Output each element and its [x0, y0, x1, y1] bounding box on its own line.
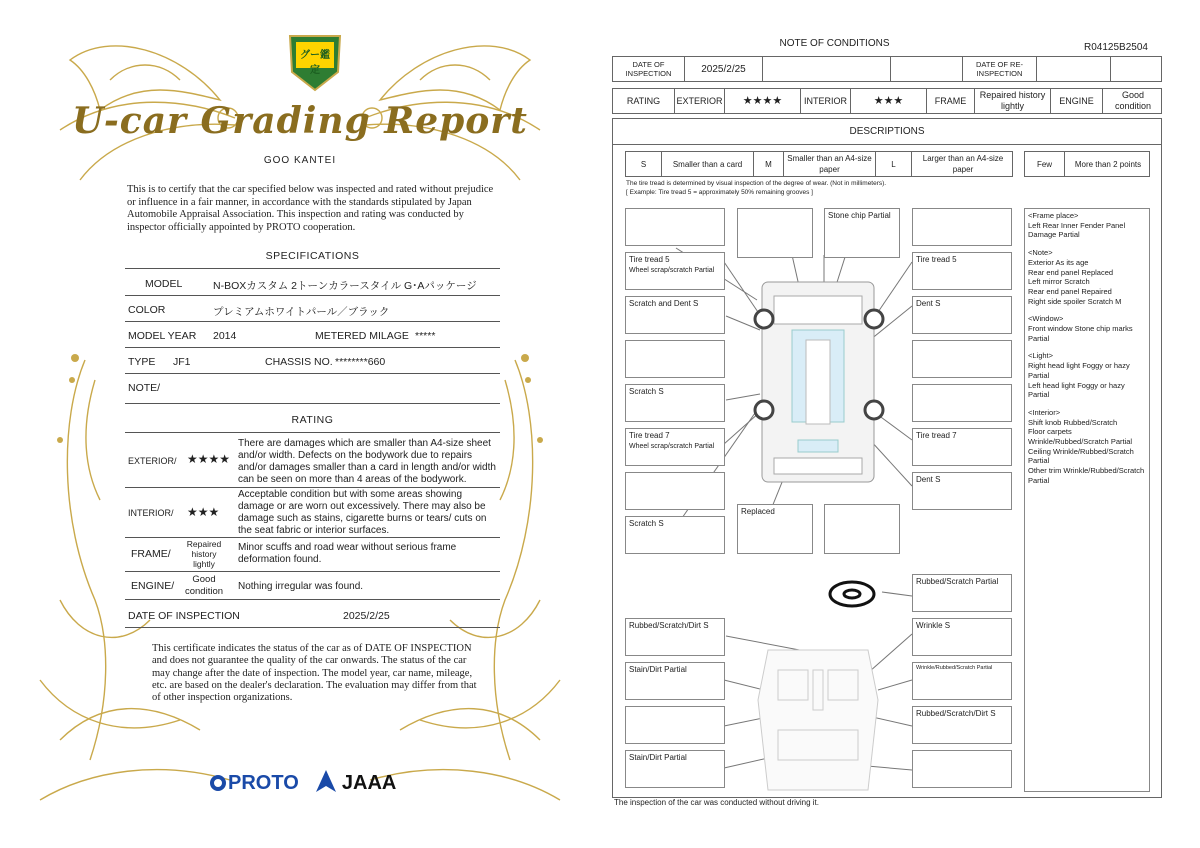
- exterior-stars: ★★★★: [187, 452, 231, 466]
- note-line: Ceiling Wrinkle/Rubbed/Scratch Partial: [1028, 446, 1134, 466]
- model-year-row: [125, 322, 500, 348]
- note-line: Rear end panel Replaced: [1028, 267, 1114, 277]
- date-value: 2025/2/25: [343, 610, 390, 622]
- type-row: [125, 348, 500, 374]
- proto-logo: PROTO: [210, 772, 304, 794]
- report-subtitle: GOO KANTEI: [263, 155, 337, 166]
- model-year-label: MODEL YEAR: [128, 330, 197, 342]
- exterior-box-right-tire-front: Tire tread 5: [912, 252, 1012, 290]
- condition-notes: [1024, 208, 1150, 792]
- exterior-box-left-tire-front: Tire tread 5 Wheel scrap/scratch Partial: [625, 252, 725, 290]
- interior-box-left2: Stain/Dirt Partial: [625, 662, 725, 700]
- rating-heading: RATING: [291, 414, 334, 426]
- note-line: <Frame place>: [1028, 211, 1079, 220]
- date-of-reinspection-label: DATE OF RE-INSPECTION: [963, 57, 1037, 81]
- goo-kantei-badge: [286, 32, 344, 92]
- exterior-box-bottom-mid: Replaced: [737, 504, 813, 554]
- specifications-heading: SPECIFICATIONS: [265, 250, 360, 262]
- date-of-inspection-value: 2025/2/25: [685, 57, 763, 81]
- car-top-view: [762, 282, 874, 482]
- rating-label: RATING: [613, 89, 675, 113]
- exterior-box-right-mid2: [912, 340, 1012, 378]
- color-row: [125, 296, 500, 322]
- jaaa-logo: JAAA: [341, 772, 397, 794]
- exterior-box-top-right: Stone chip Partial: [824, 208, 900, 258]
- divider: [125, 432, 500, 433]
- note-of-conditions-sheet: [612, 0, 1164, 848]
- model-year-value: 2014: [213, 330, 237, 342]
- chassis-label: CHASSIS NO.: [265, 356, 333, 368]
- car-interior-view: [758, 650, 878, 790]
- date-of-inspection-label: DATE OF INSPECTION: [613, 57, 685, 81]
- note-line: <Note>: [1028, 248, 1053, 258]
- note-line: Rear end panel Repaired: [1028, 286, 1112, 296]
- exterior-box-top-left: [625, 208, 725, 246]
- note-line: Shift knob Rubbed/Scratch: [1028, 417, 1118, 427]
- note-line: Left Rear Inner Fender Panel Damage Partial: [1028, 220, 1126, 240]
- legend-s-value: Smaller than a card: [662, 152, 754, 176]
- note-line: [1028, 343, 1146, 351]
- interior-box-right4: [912, 750, 1012, 788]
- notes-list: [1028, 211, 1146, 486]
- badge-text: グー鑑定: [300, 50, 330, 76]
- sheet-footer: The inspection of the car was conducted without driving it.: [614, 798, 819, 807]
- note-line: Front window Stone chip marks Partial: [1028, 324, 1133, 343]
- exterior-box-left-mid2: [625, 340, 725, 378]
- report-number: R04125B2504: [1084, 42, 1148, 53]
- certification-text: This is to certify that the car specified below was inspected and rated without prejudice or influence in a fair manner, in accordance with the standards stipulated by Japan Automobile Appraisal Association. This inspection and rating was conducted by inspector officially appointed by PROTO cooperation.: [127, 184, 494, 233]
- jaaa-mark-icon: [316, 770, 336, 790]
- interior-box-right1: Wrinkle S: [912, 618, 1012, 656]
- note-line: Right side spoiler Scratch M: [1028, 296, 1122, 306]
- engine-label: ENGINE: [1051, 89, 1103, 113]
- interior-stars: ★★★: [851, 89, 927, 113]
- interior-box-left4: Stain/Dirt Partial: [625, 750, 725, 788]
- note-line: Exterior As its age: [1028, 257, 1089, 267]
- exterior-box-right-tire-rear: Tire tread 7: [912, 428, 1012, 466]
- tire-note-2: [ Example: Tire tread 5 = approximately 50% remaining grooves ]: [626, 189, 813, 196]
- exterior-box-top-mid: [737, 208, 813, 258]
- engine-label: ENGINE/: [131, 580, 175, 592]
- date-label: DATE OF INSPECTION: [128, 610, 240, 622]
- exterior-description: There are damages which are smaller than A4-size sheet and/or width. Defects on the bodywork due to repairs and/or damages smaller than a card in length and/or width can be seen on more than 4 areas of the bodywork.: [238, 438, 496, 485]
- note-line: [1028, 240, 1146, 248]
- exterior-box-left-lower: [625, 472, 725, 510]
- exterior-box-left-tire-rear: Tire tread 7 Wheel scrap/scratch Partial: [625, 428, 725, 466]
- model-label: MODEL: [145, 278, 183, 290]
- interior-box-left3: [625, 706, 725, 744]
- note-line: [1028, 400, 1146, 408]
- exterior-label: EXTERIOR: [675, 89, 725, 113]
- interior-stars: ★★★: [187, 505, 220, 519]
- interior-box-left1: Rubbed/Scratch/Dirt S: [625, 618, 725, 656]
- legend-l-key: L: [876, 152, 912, 176]
- color-label: COLOR: [128, 304, 166, 316]
- exterior-box-left-mid3: Scratch S: [625, 384, 725, 422]
- frame-value: Repaired history lightly: [186, 539, 222, 569]
- chassis-value: ********660: [335, 356, 386, 368]
- type-label: TYPE: [128, 356, 156, 368]
- logos: [210, 770, 396, 795]
- engine-value: Good condition: [184, 574, 224, 597]
- exterior-box-right-mid3: [912, 384, 1012, 422]
- type-value: JF1: [173, 356, 191, 368]
- legend-l-value: Larger than an A4-size paper: [922, 154, 1004, 174]
- note-line: Floor carpets Wrinkle/Rubbed/Scratch Partial: [1028, 427, 1133, 447]
- note-line: <Interior>: [1028, 407, 1061, 417]
- engine-value: Good condition: [1114, 90, 1152, 111]
- report-title: U-car Grading Report: [72, 100, 528, 142]
- exterior-box-bottom-right: [824, 504, 900, 554]
- frame-label: FRAME/: [131, 548, 171, 560]
- interior-label: INTERIOR: [801, 89, 851, 113]
- date-row: [125, 600, 500, 628]
- exterior-box-top-far-right: [912, 208, 1012, 246]
- exterior-box-bottom-left: Scratch S: [625, 516, 725, 554]
- legend-m-value: Smaller than an A4-size paper: [784, 152, 876, 176]
- color-value: プレミアムホワイトパール／ブラック: [213, 306, 390, 318]
- note-line: <Light>: [1028, 351, 1054, 361]
- steering-wheel-icon: [830, 582, 874, 606]
- note-line: Left head light Foggy or hazy Partial: [1028, 380, 1125, 400]
- model-value: N-BOXカスタム 2トーンカラースタイル G･Aパッケージ: [213, 280, 477, 292]
- descriptions-heading: DESCRIPTIONS: [849, 126, 925, 137]
- note-line: <Window>: [1028, 314, 1064, 324]
- exterior-box-right-lower: Dent S: [912, 472, 1012, 510]
- metered-milage-value: *****: [415, 330, 436, 342]
- interior-label: INTERIOR/: [128, 508, 174, 518]
- exterior-label: EXTERIOR/: [128, 456, 177, 466]
- metered-milage-label: METERED MILAGE: [315, 330, 409, 342]
- certificate-footer: This certificate indicates the status of the car as of DATE OF INSPECTION and does not guarantee the quality of the car onwards. The status of the car may change after the date of inspection. The model year, car name, mileage, etc. are based on the dealer's declaration. The evaluation may differ from that of other inspection organizations.: [152, 643, 477, 704]
- exterior-box-left-mid1: Scratch and Dent S: [625, 296, 725, 334]
- frame-value: Repaired history lightly: [975, 89, 1051, 113]
- interior-box-right2: Wrinkle/Rubbed/Scratch Partial: [912, 662, 1012, 700]
- interior-description: Acceptable condition but with some areas showing damage or are worn out excessively. There may also be damage such as stains, cigarette burns or tears/ cuts on the seat fabric or interior surfaces.: [238, 489, 487, 536]
- interior-box-steering: Rubbed/Scratch Partial: [912, 574, 1012, 612]
- frame-label: FRAME: [927, 89, 975, 113]
- note-line: [1028, 306, 1146, 314]
- exterior-box-right-mid1: Dent S: [912, 296, 1012, 334]
- note-label: NOTE/: [128, 382, 161, 394]
- proto-mark-icon: [210, 775, 226, 791]
- tire-note-1: The tire tread is determined by visual inspection of the degree of wear. (Not in millimeters).: [626, 180, 887, 187]
- note-line: Left mirror Scratch: [1028, 277, 1090, 287]
- few-value: More than 2 points: [1074, 159, 1142, 169]
- engine-description: Nothing irregular was found.: [238, 581, 364, 592]
- interior-box-right3: Rubbed/Scratch/Dirt S: [912, 706, 1012, 744]
- few-label: Few: [1025, 152, 1065, 176]
- legend-s-key: S: [626, 152, 662, 176]
- note-row: [125, 374, 500, 404]
- frame-description: Minor scuffs and road wear without serious frame deformation found.: [238, 542, 457, 565]
- divider: [125, 268, 500, 269]
- legend-m-key: M: [754, 152, 784, 176]
- note-line: Other trim Wrinkle/Rubbed/Scratch Partial: [1028, 466, 1145, 485]
- sheet-heading: NOTE OF CONDITIONS: [779, 38, 890, 49]
- model-row: [125, 270, 500, 296]
- note-line: Right head light Foggy or hazy Partial: [1028, 361, 1130, 380]
- exterior-stars: ★★★★: [725, 89, 801, 113]
